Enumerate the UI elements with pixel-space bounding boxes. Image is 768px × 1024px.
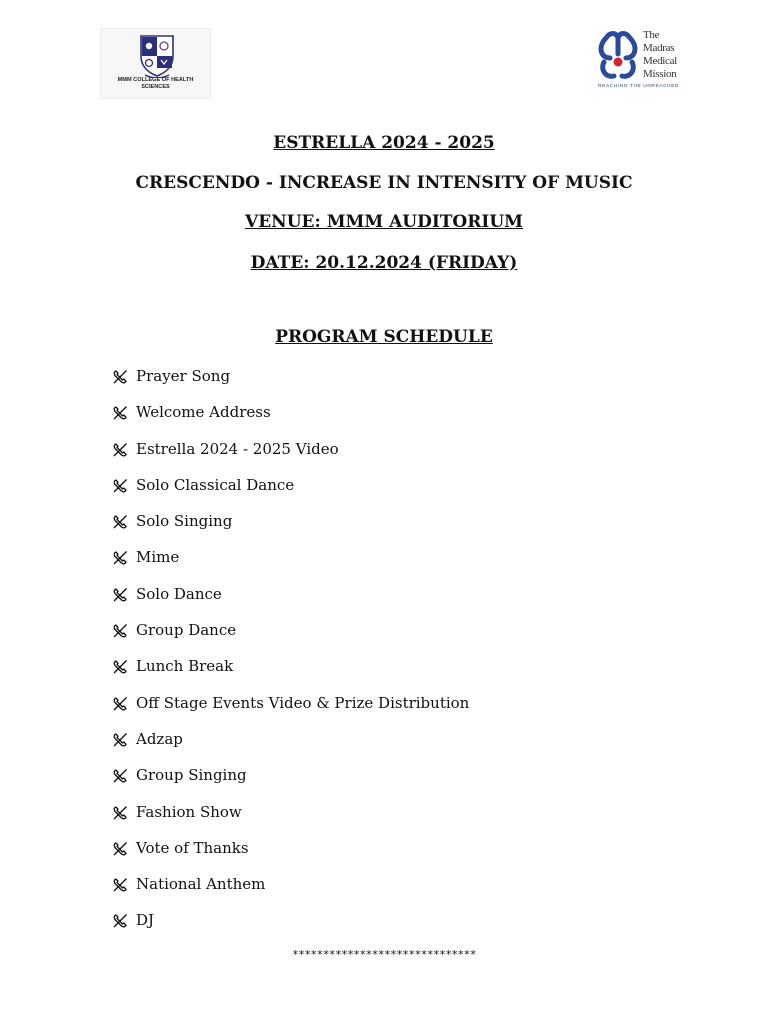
mission-name-line: Mission [643, 68, 677, 80]
schedule-item-label: Prayer Song [136, 367, 231, 385]
schedule-item [112, 583, 469, 619]
no-phone-icon [112, 478, 128, 494]
schedule-item-label: Solo Singing [136, 512, 233, 531]
schedule-heading [0, 326, 768, 348]
mission-tagline: REACHING THE UNREACHED [598, 84, 680, 89]
schedule-item-label: National Anthem [136, 875, 266, 894]
schedule-item [112, 510, 469, 546]
no-phone-icon [112, 405, 128, 421]
schedule-item-label: Off Stage Events Video & Prize Distribution [136, 693, 470, 712]
event-date-text: DATE: 20.12.2024 (FRIDAY) [250, 253, 518, 273]
schedule-item-label: Group Singing [136, 766, 247, 785]
no-phone-icon [112, 805, 128, 821]
schedule-item-label: Welcome Address [136, 403, 271, 422]
no-phone-icon [112, 623, 128, 639]
schedule-item [112, 909, 469, 945]
schedule-item-label: Vote of Thanks [136, 838, 249, 857]
no-phone-icon [112, 514, 128, 530]
schedule-item [112, 619, 469, 655]
schedule-item [112, 873, 469, 909]
schedule-item [112, 365, 469, 401]
schedule-heading-text: PROGRAM SCHEDULE [275, 327, 493, 347]
schedule-item [112, 728, 469, 764]
no-phone-icon [112, 442, 128, 458]
no-phone-icon [112, 732, 128, 748]
no-phone-icon [112, 841, 128, 857]
schedule-item-label: Solo Classical Dance [136, 475, 295, 494]
no-phone-icon [112, 877, 128, 893]
event-title-text: ESTRELLA 2024 - 2025 [273, 133, 495, 153]
schedule-item-label: Lunch Break [136, 657, 234, 676]
event-title [0, 132, 768, 154]
schedule-item-label: Estrella 2024 - 2025 Video [136, 439, 339, 458]
schedule-item-label: Fashion Show [136, 802, 242, 821]
no-phone-icon [112, 913, 128, 929]
mission-name [643, 29, 677, 81]
no-phone-icon [112, 369, 128, 385]
footer-separator: ****************************** [292, 948, 476, 961]
schedule-item [112, 438, 469, 474]
no-phone-icon [112, 659, 128, 675]
college-name: MMM COLLEGE OF HEALTH SCIENCES [117, 77, 194, 90]
college-crest-icon [137, 34, 177, 78]
schedule-item [112, 764, 469, 800]
mission-name-line: Medical [643, 55, 677, 67]
schedule-item [112, 655, 469, 691]
mission-name-line: Madras [643, 42, 675, 54]
mission-emblem-icon [596, 28, 642, 84]
event-venue [0, 211, 768, 233]
no-phone-icon [112, 587, 128, 603]
schedule-item [112, 837, 469, 873]
college-logo [100, 28, 211, 99]
schedule-item-label: Group Dance [136, 621, 237, 640]
schedule-item-label: Adzap [136, 729, 183, 748]
schedule-item-label: Mime [136, 548, 180, 567]
event-theme [0, 172, 768, 194]
schedule-item-label: DJ [136, 911, 155, 930]
schedule-item-label: Solo Dance [136, 584, 222, 603]
schedule-item [112, 692, 469, 728]
schedule-item [112, 401, 469, 437]
schedule-item [112, 546, 469, 582]
program-schedule-list [112, 365, 469, 946]
schedule-item [112, 474, 469, 510]
no-phone-icon [112, 550, 128, 566]
schedule-item [112, 801, 469, 837]
mission-name-line: The [643, 29, 660, 41]
no-phone-icon [112, 768, 128, 784]
no-phone-icon [112, 696, 128, 712]
event-date [0, 252, 768, 274]
event-venue-text: VENUE: MMM AUDITORIUM [245, 212, 523, 232]
event-theme-text: CRESCENDO - INCREASE IN INTENSITY OF MUSIC [135, 173, 633, 193]
mission-logo [596, 28, 686, 94]
